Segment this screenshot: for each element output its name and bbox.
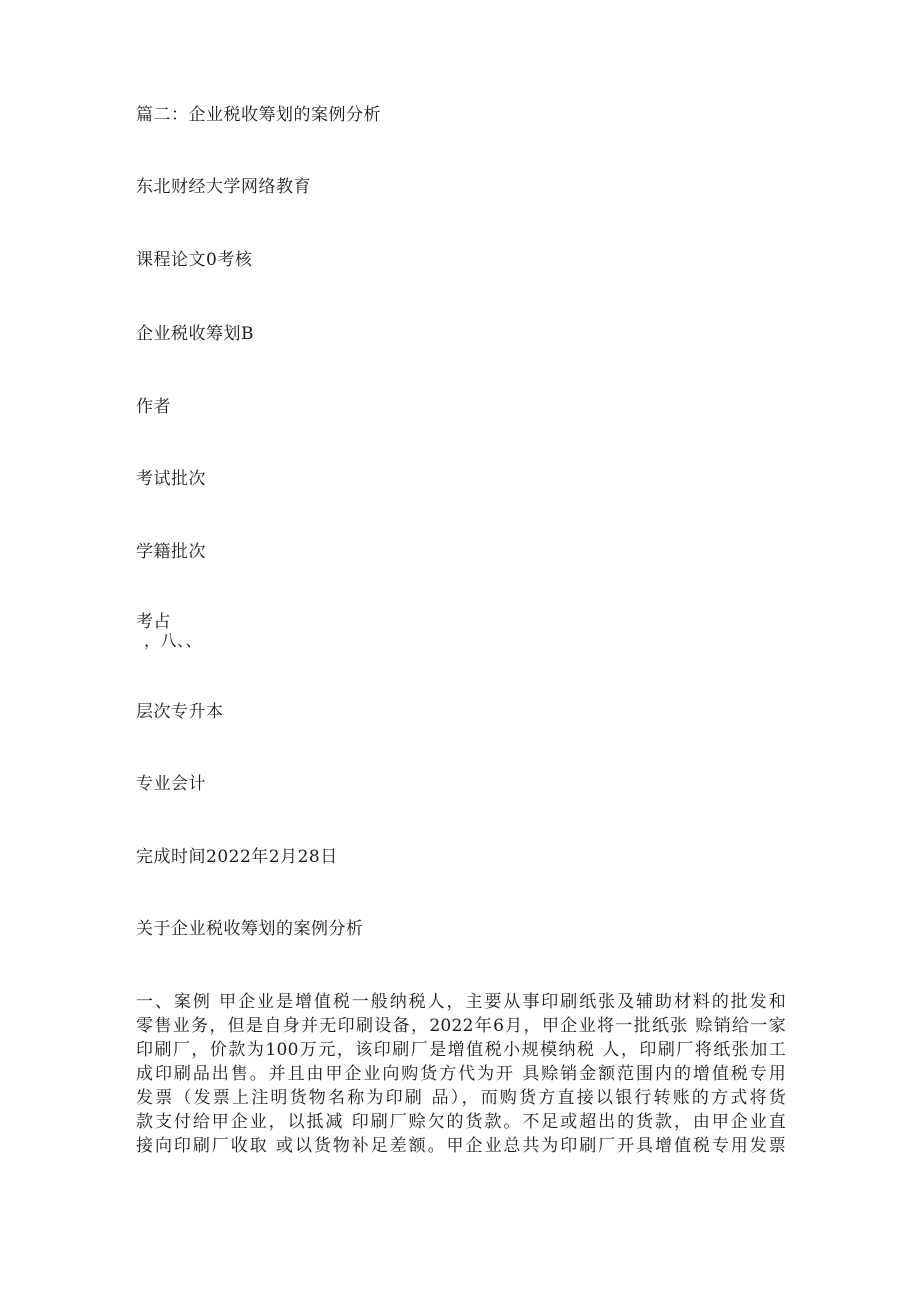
paragraph-line: 成印刷品出售。并且由甲企业向购货方代为开 具赊销金额范围内的增值税专用 (136, 1064, 786, 1084)
course-line: 课程论文0考核 (136, 250, 253, 270)
paragraph-line: 印刷厂，价款为100万元，该印刷厂是增值税小规模纳税 人，印刷厂将纸张加工 (136, 1040, 786, 1060)
subject-line: 企业税收筹划B (136, 324, 254, 344)
enroll-batch-label: 学籍批次 (136, 542, 206, 562)
paragraph-line: 款支付给甲企业，以抵减 印刷厂赊欠的货款。不足或超出的货款，由甲企业直 (136, 1112, 786, 1132)
paragraph-line: 一、案例 甲企业是增值税一般纳税人，主要从事印刷纸张及辅助材料的批发和 (136, 992, 786, 1012)
document-title: 篇二：企业税收筹划的案例分析 (136, 105, 381, 125)
exam-batch-label: 考试批次 (136, 469, 206, 489)
case-paragraph (136, 990, 786, 1158)
paragraph-line: 发票（发票上注明货物名称为印刷 品），而购货方直接以银行转账的方式将货 (136, 1088, 786, 1108)
level-line: 层次专升本 (136, 702, 224, 722)
completion-date: 完成时间2022年2月28日 (136, 847, 338, 867)
section-heading: 关于企业税收筹划的案例分析 (136, 919, 364, 939)
exam-site-label: 考占 (136, 612, 171, 632)
author-label: 作者 (136, 397, 171, 417)
paragraph-line: 接向印刷厂收取 或以货物补足差额。甲企业总共为印刷厂开具增值税专用发票 (136, 1136, 786, 1156)
major-line: 专业会计 (136, 774, 206, 794)
school-name: 东北财经大学网络教育 (136, 177, 311, 197)
paragraph-line: 零售业务，但是自身并无印刷设备，2022年6月，甲企业将一批纸张 赊销给一家 (136, 1016, 786, 1036)
exam-site-extra: ，八、、 (144, 631, 203, 650)
